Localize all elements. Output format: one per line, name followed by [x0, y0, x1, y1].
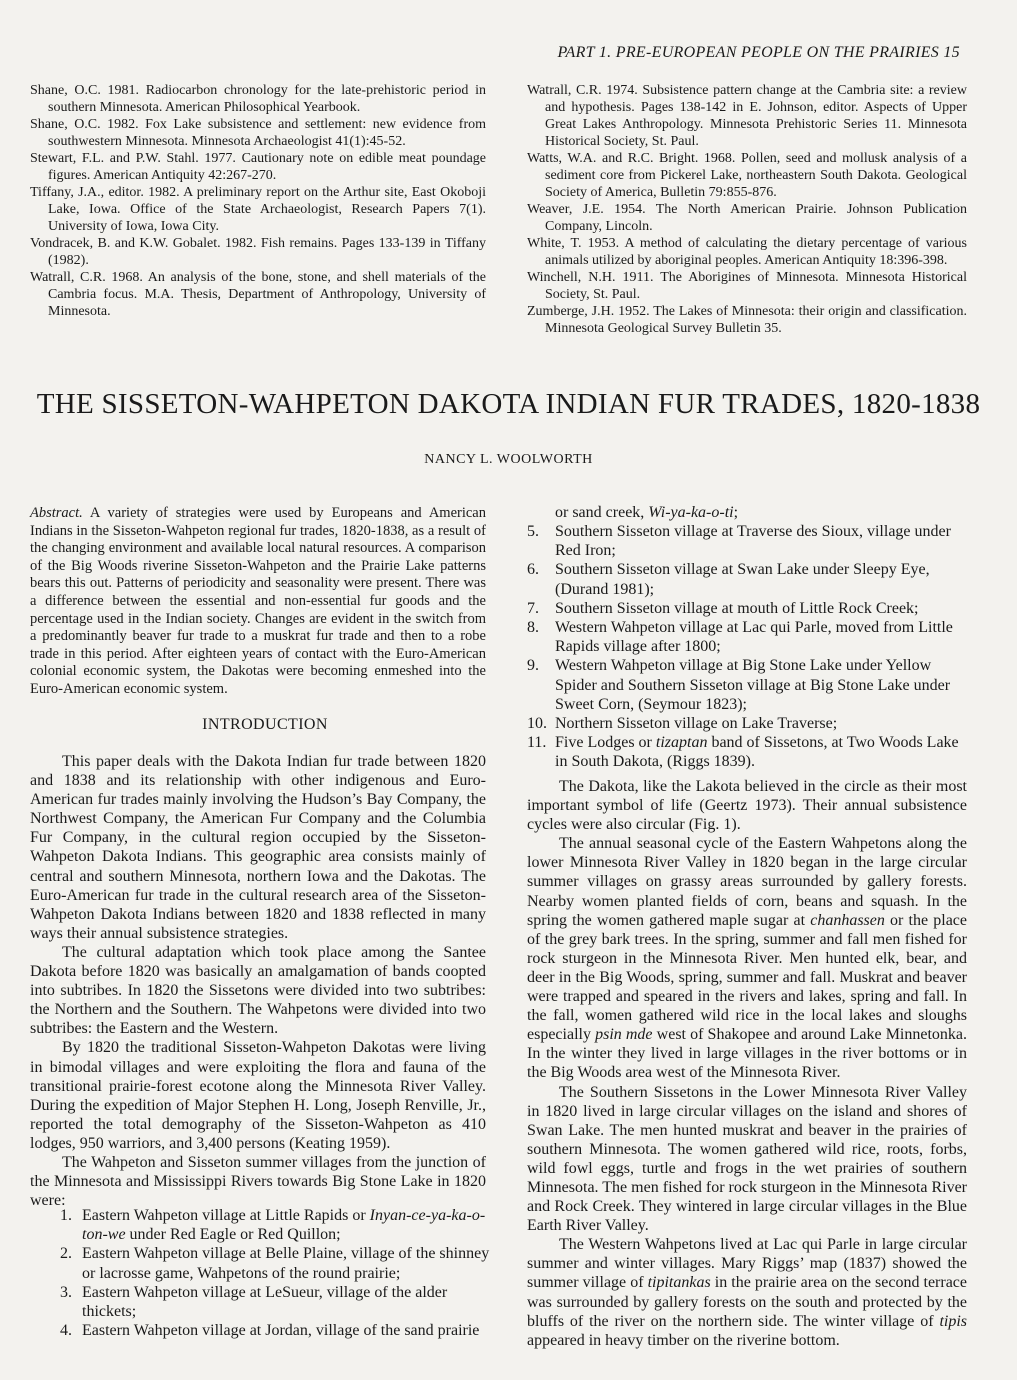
italic-term: tipitankas — [647, 1274, 711, 1292]
abstract-label: Abstract. — [30, 505, 83, 521]
list-item: 9. Western Wahpeton village at Big Stone Lake under Yellow Spider and Southern Sisseton village at Big Stone Lake under Sweet Corn, (Seymour 1823); — [527, 657, 951, 713]
list-item-number: 4. — [60, 1322, 72, 1340]
list-item-number: 3. — [60, 1283, 72, 1301]
reference-entry: Shane, O.C. 1982. Fox Lake subsistence and settlement: new evidence from southwestern Minnesota. Minnesota Archaeologist 41(1):45-52. — [30, 117, 486, 149]
list-item-number: 1. — [60, 1207, 72, 1224]
paragraph: The Western Wahpetons lived at Lac qui Parle in large circular summer and winter villages. Mary Riggs’ map (1837) showed the summer village of tipitankas in the prairie area on the second terrace was surrounded by gallery forests on the south and protected by the bluffs of the river on the northern side. The winter village of tipis appeared in heavy timber on the riverine bottom. — [527, 1236, 968, 1349]
reference-entry: Watts, W.A. and R.C. Bright. 1968. Pollen, seed and mollusk analysis of a sediment core from Pickerel Lake, northeastern South Dakota. Geological Society of America, Bulletin 79:855-876. — [527, 151, 967, 200]
italic-term: Wi-ya-ka-o-ti — [648, 504, 734, 521]
village-list-right — [527, 522, 967, 772]
article-author: NANCY L. WOOLWORTH — [424, 452, 593, 467]
italic-term: Inyan-ce-ya-ka-o-ton-we — [82, 1207, 486, 1244]
right-column-body — [527, 777, 967, 1350]
italic-term: chanhassen — [810, 911, 885, 929]
paragraph: This paper deals with the Dakota Indian fur trade between 1820 and 1838 and its relationship with other indigenous and Euro-American fur trades mainly involving the Hudson’s Bay Company, the Northwest Company, the American Fur Company and the Columbia Fur Company, in the cultural region occupied by the Sisseton-Wahpeton Dakota Indians. This geographic area consists mainly of central and southern Minnesota, northern Iowa and the Dakotas. The Euro-American fur trade in the cultural research area of the Sisseton-Wahpeton Dakota Indians between 1820 and 1838 reflected in many ways their annual subsistence strategies. — [30, 753, 486, 942]
list-item: 10. Northern Sisseton village on Lake Traverse; — [527, 715, 838, 733]
reference-entry: Vondracek, B. and K.W. Gobalet. 1982. Fish remains. Pages 133-139 in Tiffany (1982). — [30, 236, 486, 268]
list-item: 1. Eastern Wahpeton village at Little Rapids or Inyan-ce-ya-ka-o-ton-we under Red Eagle or Red Quillon; — [60, 1207, 486, 1244]
list-item-number: 7. — [527, 599, 539, 617]
list-item-number: 6. — [527, 561, 539, 579]
paragraph: The Dakota, like the Lakota believed in the circle as their most important symbol of life (Geertz 1973). Their annual subsistence cycles were also circular (Fig. 1). — [527, 778, 967, 834]
section-heading-introduction: INTRODUCTION — [202, 716, 328, 733]
list-item: 8. Western Wahpeton village at Lac qui Parle, moved from Little Rapids village after 1800; — [527, 619, 953, 656]
list-item-number: 5. — [527, 523, 539, 540]
list-item-number: 2. — [60, 1245, 72, 1263]
village-list-continuation — [527, 503, 967, 522]
paragraph: The Southern Sissetons in the Lower Minnesota River Valley in 1820 lived in large circular villages on the island and shores of Swan Lake. The men hunted muskrat and beaver in the prairies of southern Minnesota. The women gathered wild rice, roots, forbs, wild fowl eggs, turtle and frogs in the wet prairies of southern Minnesota. The men fished for rock sturgeon in the Minnesota River and Rock Creek. They wintered in large circular villages in the Blue Earth River Valley. — [527, 1083, 967, 1235]
references-right — [527, 82, 967, 337]
list-item-continued: or sand creek, Wi-ya-ka-o-ti; — [555, 504, 739, 521]
italic-term: tizaptan — [655, 734, 708, 752]
list-item-number: 8. — [527, 619, 539, 637]
paragraph: By 1820 the traditional Sisseton-Wahpeton Dakotas were living in bimodal villages and were exploiting the flora and fauna of the transitional prairie-forest ecotone along the Minnesota River Valley. During the expedition of Major Stephen H. Long, Joseph Renville, Jr., reported the total demography of the Sisseton-Wahpeton as 410 lodges, 950 warriors, and 3,400 persons (Keating 1959). — [30, 1039, 486, 1152]
list-item: 5. Southern Sisseton village at Traverse des Sioux, village under Red Iron; — [527, 523, 951, 560]
reference-entry: Winchell, N.H. 1911. The Aborigines of Minnesota. Minnesota Historical Society, St. Paul. — [527, 270, 967, 302]
paragraph: The annual seasonal cycle of the Eastern Wahpetons along the lower Minnesota River Valley in 1820 began in the large circular summer villages on grassy areas surrounded by gallery forests. Nearby women planted fields of corn, beans and squash. In the spring the women gathered maple sugar at chanhassen or the place of the grey bark trees. In the spring, summer and fall men fished for rock sturgeon in the Minnesota River. Men hunted elk, bear, and deer in the Big Woods, spring, summer and fall. Muskrat and beaver were trapped and speared in the rivers and lakes, spring and fall. In the fall, women gathered wild rice in the local lakes and sloughs especially psin mde west of Shakopee and around Lake Minnetonka. In the winter they lived in large villages in the river bottoms or in the Big Woods area west of the Minnesota River. — [527, 835, 968, 1082]
references-left — [30, 82, 486, 320]
article-title: THE SISSETON-WAHPETON DAKOTA INDIAN FUR TRADES, 1820-1838 — [36, 388, 981, 420]
introduction-body — [30, 752, 486, 1210]
running-head: PART 1. PRE-EUROPEAN PEOPLE ON THE PRAIRIES 15 — [557, 44, 960, 61]
reference-entry: Watrall, C.R. 1974. Subsistence pattern change at the Cambria site: a review and hypothesis. Pages 138-142 in E. Johnson, editor. Aspects of Upper Great Lakes Anthropology. Minnesota Prehistoric Series 11. Minnesota Historical Society, St. Paul. — [527, 83, 967, 149]
list-item: 2. Eastern Wahpeton village at Belle Plaine, village of the shinney or lacrosse game, Wahpetons of the round prairie; — [60, 1245, 490, 1282]
reference-entry: Weaver, J.E. 1954. The North American Prairie. Johnson Publication Company, Lincoln. — [527, 202, 967, 234]
reference-entry: White, T. 1953. A method of calculating the dietary percentage of various animals utilized by aboriginal peoples. American Antiquity 18:396-398. — [527, 236, 967, 268]
list-item: 7. Southern Sisseton village at mouth of Little Rock Creek; — [527, 599, 919, 617]
list-item-number: 9. — [527, 657, 539, 675]
paragraph: The Wahpeton and Sisseton summer villages from the junction of the Minnesota and Mississippi Rivers towards Big Stone Lake in 1820 were: — [30, 1153, 486, 1210]
paragraph: The cultural adaptation which took place among the Santee Dakota before 1820 was basically an amalgamation of bands coopted into subtribes. In 1820 the Sissetons were divided into two subtribes: the Northern and the Southern. The Wahpetons were divided into two subtribes: the Eastern and the Western. — [30, 943, 486, 1038]
list-item: 6. Southern Sisseton village at Swan Lake under Sleepy Eye, (Durand 1981); — [527, 561, 930, 598]
list-item-number: 11. — [527, 734, 547, 752]
list-item: 4. Eastern Wahpeton village at Jordan, village of the sand prairie — [60, 1322, 480, 1340]
abstract — [30, 505, 486, 699]
village-list-left — [60, 1206, 490, 1340]
abstract-text: A variety of strategies were used by Europeans and American Indians in the Sisseton-Wahpeton regional fur trades, 1820-1838, as a result of the changing environment and available local natural resources. A comparison of the Big Woods riverine Sisseton-Wahpeton and the Prairie Lake patterns bears this out. Patterns of periodicity and seasonality were present. There was a difference between the essential and non-essential fur goods and the percentage used in the Indian society. Changes are evident in the switch from a predominantly beaver fur trade to a muskrat fur trade and then to a robe trade in this period. After eighteen years of contact with the Euro-American colonial economic system, the Dakotas were becoming enmeshed into the Euro-American economic system. — [30, 505, 486, 697]
list-item-number: 10. — [527, 715, 547, 733]
list-item: 3. Eastern Wahpeton village at LeSueur, village of the alder thickets; — [60, 1283, 448, 1321]
reference-entry: Watrall, C.R. 1968. An analysis of the bone, stone, and shell materials of the Cambria focus. M.A. Thesis, Department of Anthropology, University of Minnesota. — [30, 270, 486, 319]
reference-entry: Stewart, F.L. and P.W. Stahl. 1977. Cautionary note on edible meat poundage figures. American Antiquity 42:267-270. — [30, 151, 486, 183]
italic-term: tipis — [939, 1312, 967, 1330]
italic-term: psin mde — [595, 1026, 653, 1044]
reference-entry: Tiffany, J.A., editor. 1982. A preliminary report on the Arthur site, East Okoboji Lake, Iowa. Office of the State Archaeologist, Research Papers 7(1). University of Iowa, Iowa City. — [30, 185, 486, 234]
list-item: 11. Five Lodges or tizaptan band of Sissetons, at Two Woods Lake in South Dakota, (Riggs 1839). — [527, 734, 959, 771]
reference-entry: Shane, O.C. 1981. Radiocarbon chronology for the late-prehistoric period in southern Minnesota. American Philosophical Yearbook. — [30, 83, 486, 115]
reference-entry: Zumberge, J.H. 1952. The Lakes of Minnesota: their origin and classification. Minnesota Geological Survey Bulletin 35. — [527, 304, 967, 336]
